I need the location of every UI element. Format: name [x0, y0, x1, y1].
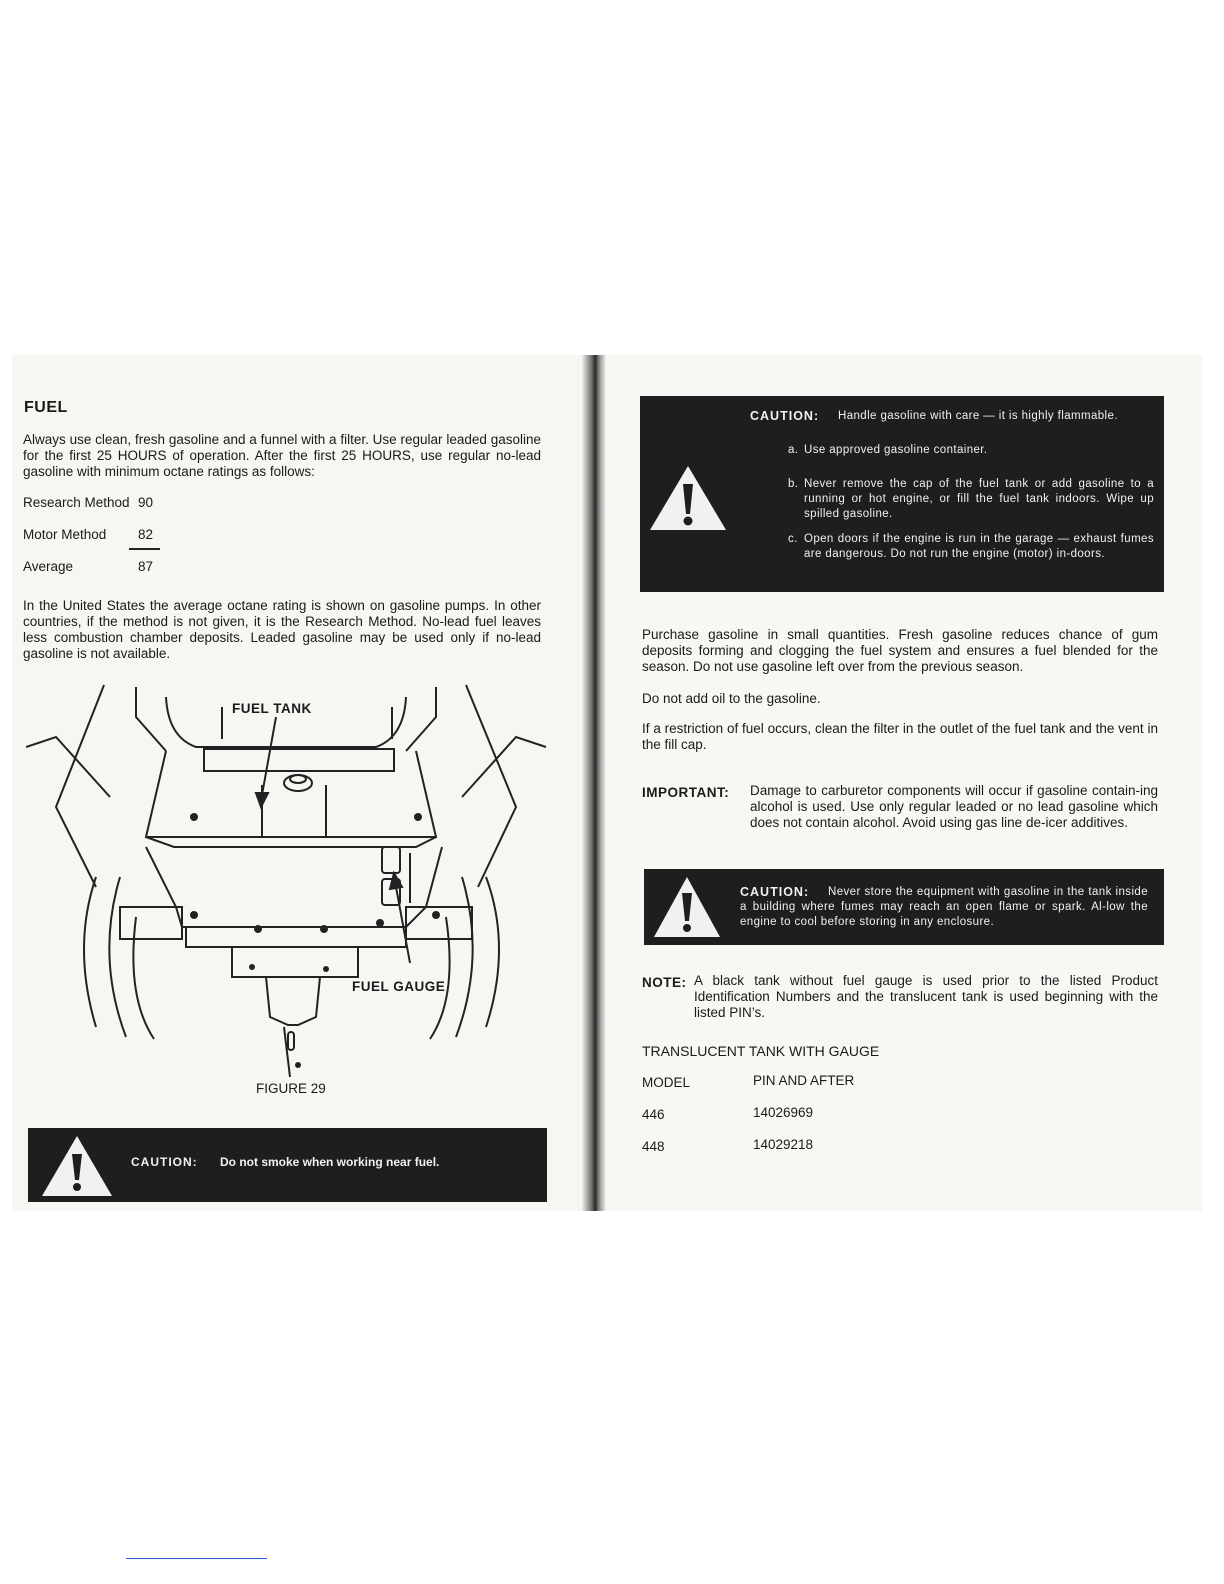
caution-item-c-text: Open doors if the engine is run in the garage — exhaust fumes are dangerous. Do not run the engine (motor) in-doors.	[804, 533, 1154, 560]
caution-headline: Handle gasoline with care — it is highly flammable.	[838, 410, 1118, 422]
caution-label: CAUTION:	[740, 885, 810, 899]
book-gutter	[582, 355, 606, 1211]
figure-caption: FIGURE 29	[256, 1081, 326, 1096]
purchase-paragraph: Purchase gasoline in small quantities. Fresh gasoline reduces chance of gum deposits forming and clogging the fuel system and ensures a fuel blended for the season. Do not use gasoline left over from the previous season.	[642, 627, 1158, 674]
intro-paragraph: Always use clean, fresh gasoline and a funnel with a filter. Use regular leaded gasoline for the first 25 HOURS of operation. After the first 25 HOURS, use regular no-lead gasoline with minimum octane ratings as follows:	[23, 432, 541, 479]
octane-value-research: 90	[138, 495, 154, 510]
section-heading: FUEL	[24, 399, 68, 416]
pin-table-row-pin: 14029218	[753, 1137, 814, 1152]
caution-item-c-marker: c.	[788, 533, 798, 545]
octane-value-motor: 82	[138, 527, 154, 542]
octane-value-average: 87	[138, 559, 154, 574]
pin-table-header-pin: PIN AND AFTER	[753, 1073, 855, 1088]
underline-artifact	[126, 1558, 267, 1559]
caution-item-a-text: Use approved gasoline container.	[804, 444, 988, 456]
caution-item-b-text: Never remove the cap of the fuel tank or add gasoline to a running or hot engine, or fill the fuel tank indoors. Wipe up spilled gasoline.	[804, 478, 1154, 520]
caution-label: CAUTION:	[750, 409, 820, 423]
restriction-paragraph: If a restriction of fuel occurs, clean the filter in the outlet of the fuel tank and the vent in the fill cap.	[642, 721, 1158, 752]
manual-spread	[12, 355, 1202, 1211]
octane-label-average: Average	[23, 559, 74, 574]
caution-text: Never store the equipment with gasoline in the tank inside a building where fumes may reach an open flame or spark. Al-low the engine to cool before storing in any enclosure.	[740, 886, 1148, 928]
octane-label-motor: Motor Method	[23, 527, 107, 542]
pin-table-row-pin: 14026969	[753, 1105, 814, 1120]
pin-table-title: TRANSLUCENT TANK WITH GAUGE	[642, 1043, 880, 1059]
fuel-gauge-label: FUEL GAUGE	[352, 979, 446, 994]
important-text: Damage to carburetor components will occur if gasoline contain-ing alcohol is used. Use only regular leaded or no lead gasoline which does not contain alcohol. Avoid using gas line de-icer additives.	[750, 783, 1158, 830]
caution-no-smoking	[28, 1128, 547, 1202]
fuel-tank-label: FUEL TANK	[232, 701, 312, 716]
tractor-front-drawing	[26, 677, 566, 1077]
octane-note-paragraph: In the United States the average octane rating is shown on gasoline pumps. In other countries, if the method is not given, it is the Research Method. No-lead fuel leaves less combustion chamber deposits. Leaded gasoline may be used only if no-lead gasoline is not available.	[23, 598, 541, 661]
left-page	[12, 355, 588, 1211]
note-label: NOTE:	[642, 975, 687, 990]
oil-paragraph: Do not add oil to the gasoline.	[642, 691, 821, 706]
caution-flammable	[640, 396, 1164, 592]
right-page	[588, 355, 1202, 1211]
sum-rule	[129, 548, 160, 550]
pin-table-header-model: MODEL	[642, 1075, 691, 1090]
figure-fuel-tank-diagram	[26, 677, 566, 1077]
note-text: A black tank without fuel gauge is used prior to the listed Product Identification Numbers and the translucent tank is used beginning with the listed PIN’s.	[694, 973, 1158, 1020]
pin-table-row-model: 448	[642, 1139, 665, 1154]
caution-label: CAUTION:	[131, 1155, 198, 1169]
warning-triangle-icon	[652, 875, 722, 939]
warning-triangle-icon	[40, 1134, 114, 1198]
caution-item-a-marker: a.	[788, 444, 799, 456]
caution-storage	[644, 869, 1164, 945]
caution-text: Do not smoke when working near fuel.	[220, 1155, 440, 1169]
caution-item-b-marker: b.	[788, 478, 799, 490]
important-label: IMPORTANT:	[642, 785, 730, 800]
warning-triangle-icon	[648, 464, 728, 532]
pin-table-row-model: 446	[642, 1107, 665, 1122]
octane-label-research: Research Method	[23, 495, 130, 510]
